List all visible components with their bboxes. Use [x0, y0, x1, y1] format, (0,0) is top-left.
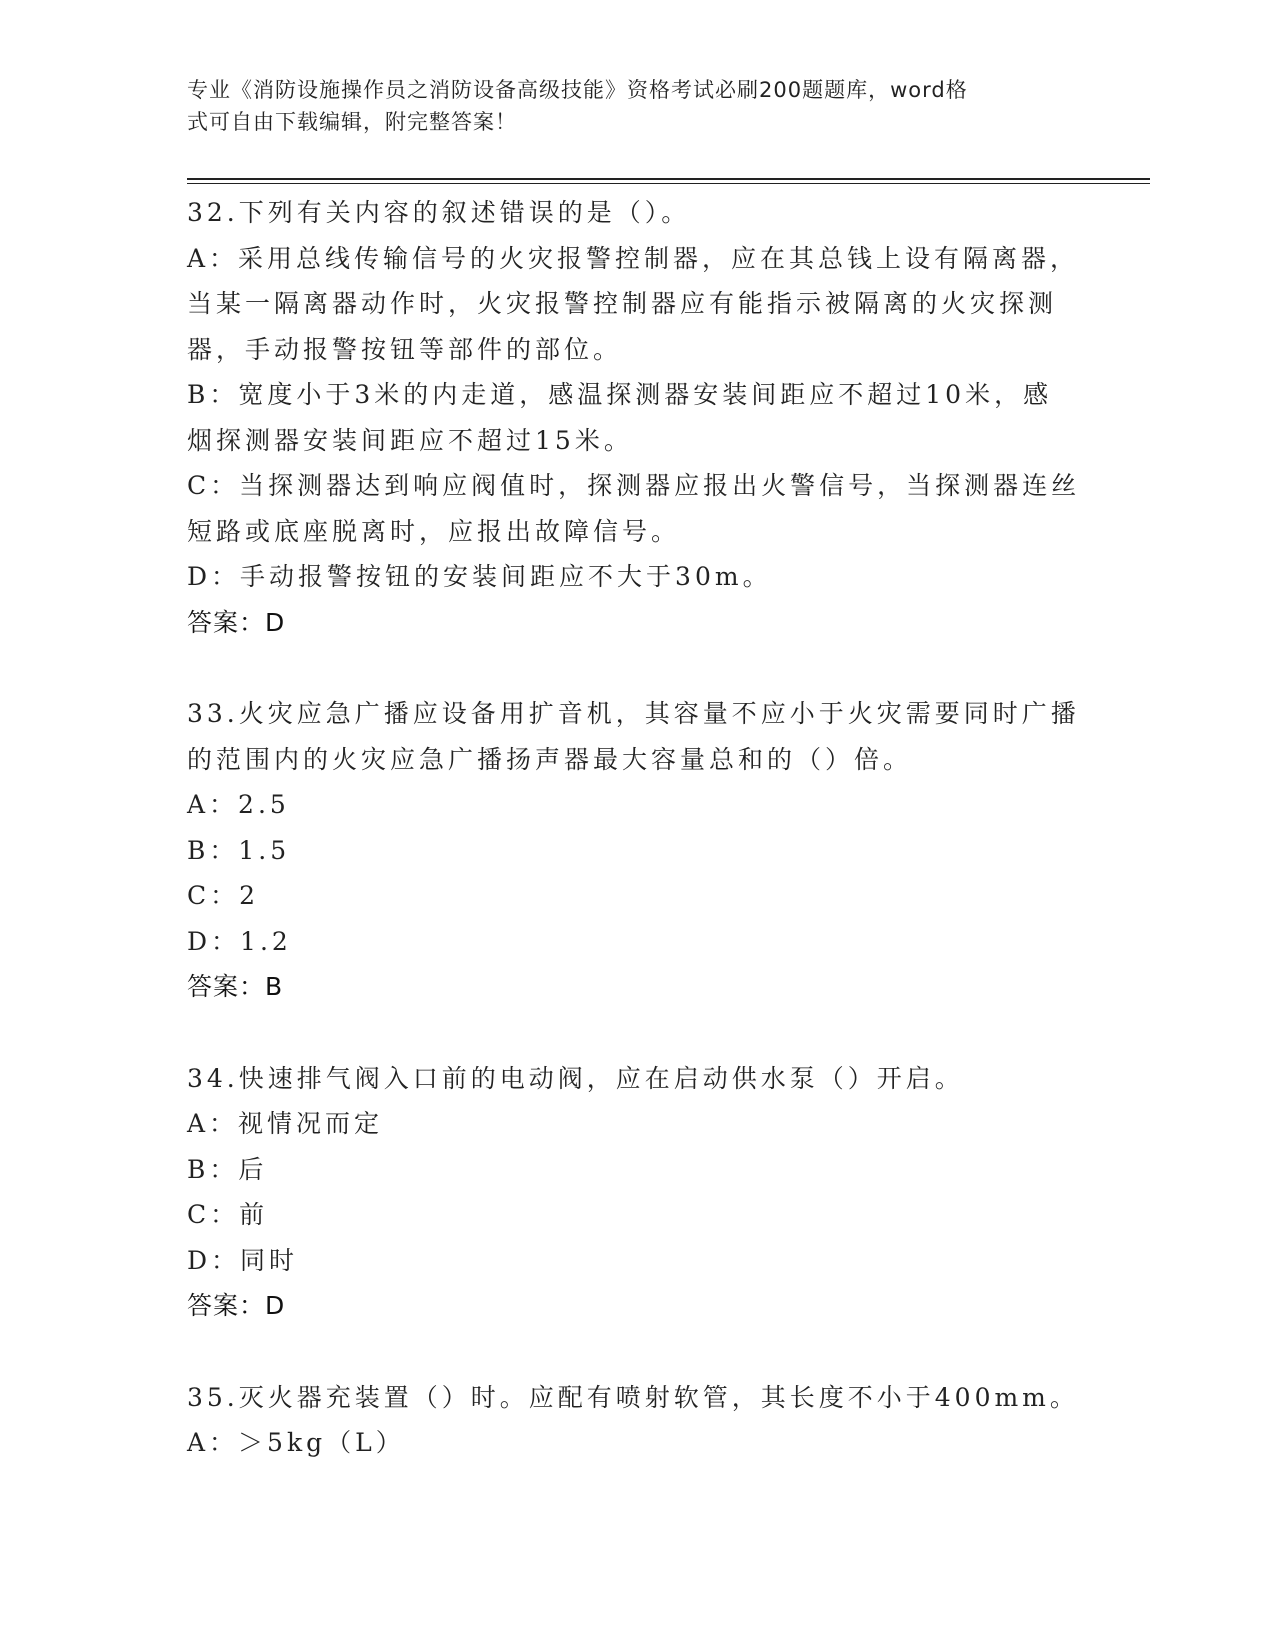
question-33-option-c: C：2 [187, 881, 260, 910]
question-32-option-c-cont: 短路或底座脱离时，应报出故障信号。 [187, 516, 681, 546]
question-32-answer: 答案：D [187, 607, 286, 637]
question-33-option-a: A：2.5 [187, 790, 290, 819]
question-33-answer: 答案：B [187, 972, 284, 1001]
question-35 [187, 1375, 1087, 1466]
question-32-option-d: D：手动报警按钮的安装间距应不大于30m。 [187, 562, 772, 591]
question-33-stem-cont: 的范围内的火灾应急广播扬声器最大容量总和的（）倍。 [187, 744, 913, 774]
question-34-option-d: D：同时 [187, 1245, 299, 1275]
question-35-option-a: A：＞5kg（L） [187, 1428, 405, 1457]
question-34-option-a: A：视情况而定 [187, 1109, 384, 1138]
question-list [187, 190, 1087, 1512]
header-divider-thick [187, 178, 1150, 180]
question-32-option-a: A：采用总线传输信号的火灾报警控制器，应在其总钱上设有隔离器， [187, 243, 1080, 273]
question-32-stem: 32.下列有关内容的叙述错误的是（）。 [187, 198, 691, 227]
question-34-answer: 答案：D [187, 1291, 286, 1320]
question-34-option-b: B：后 [187, 1154, 268, 1184]
question-32 [187, 190, 1087, 645]
question-33-option-d: D：1.2 [187, 926, 292, 956]
question-33-option-b: B：1.5 [187, 835, 291, 865]
question-32-option-a-cont-2: 器，手动报警按钮等部件的部位。 [187, 334, 623, 364]
question-33-stem: 33.火灾应急广播应设备用扩音机，其容量不应小于火灾需要同时广播 [187, 699, 1080, 728]
question-34-stem: 34.快速排气阀入口前的电动阀，应在启动供水泵（）开启。 [187, 1063, 964, 1093]
question-33 [187, 691, 1087, 1010]
header-line-1: 专业《消防设施操作员之消防设备高级技能》资格考试必刷200题题库，word格 [187, 78, 968, 102]
question-32-option-b: B：宽度小于3米的内走道，感温探测器安装间距应不超过10米，感 [187, 380, 1053, 409]
document-header [187, 74, 1087, 138]
question-32-option-a-cont-1: 当某一隔离器动作时，火灾报警控制器应有能指示被隔离的火灾探测 [187, 289, 1058, 318]
header-line-2: 式可自由下载编辑，附完整答案！ [187, 110, 517, 134]
question-34 [187, 1056, 1087, 1329]
header-divider-thin [187, 183, 1150, 184]
question-34-option-c: C：前 [187, 1200, 269, 1229]
question-35-stem: 35.灭火器充装置（）时。应配有喷射软管，其长度不小于400mm。 [187, 1382, 1079, 1412]
question-32-option-c: C：当探测器达到响应阀值时，探测器应报出火警信号，当探测器连丝 [187, 471, 1081, 500]
question-32-option-b-cont: 烟探测器安装间距应不超过15米。 [187, 425, 633, 455]
